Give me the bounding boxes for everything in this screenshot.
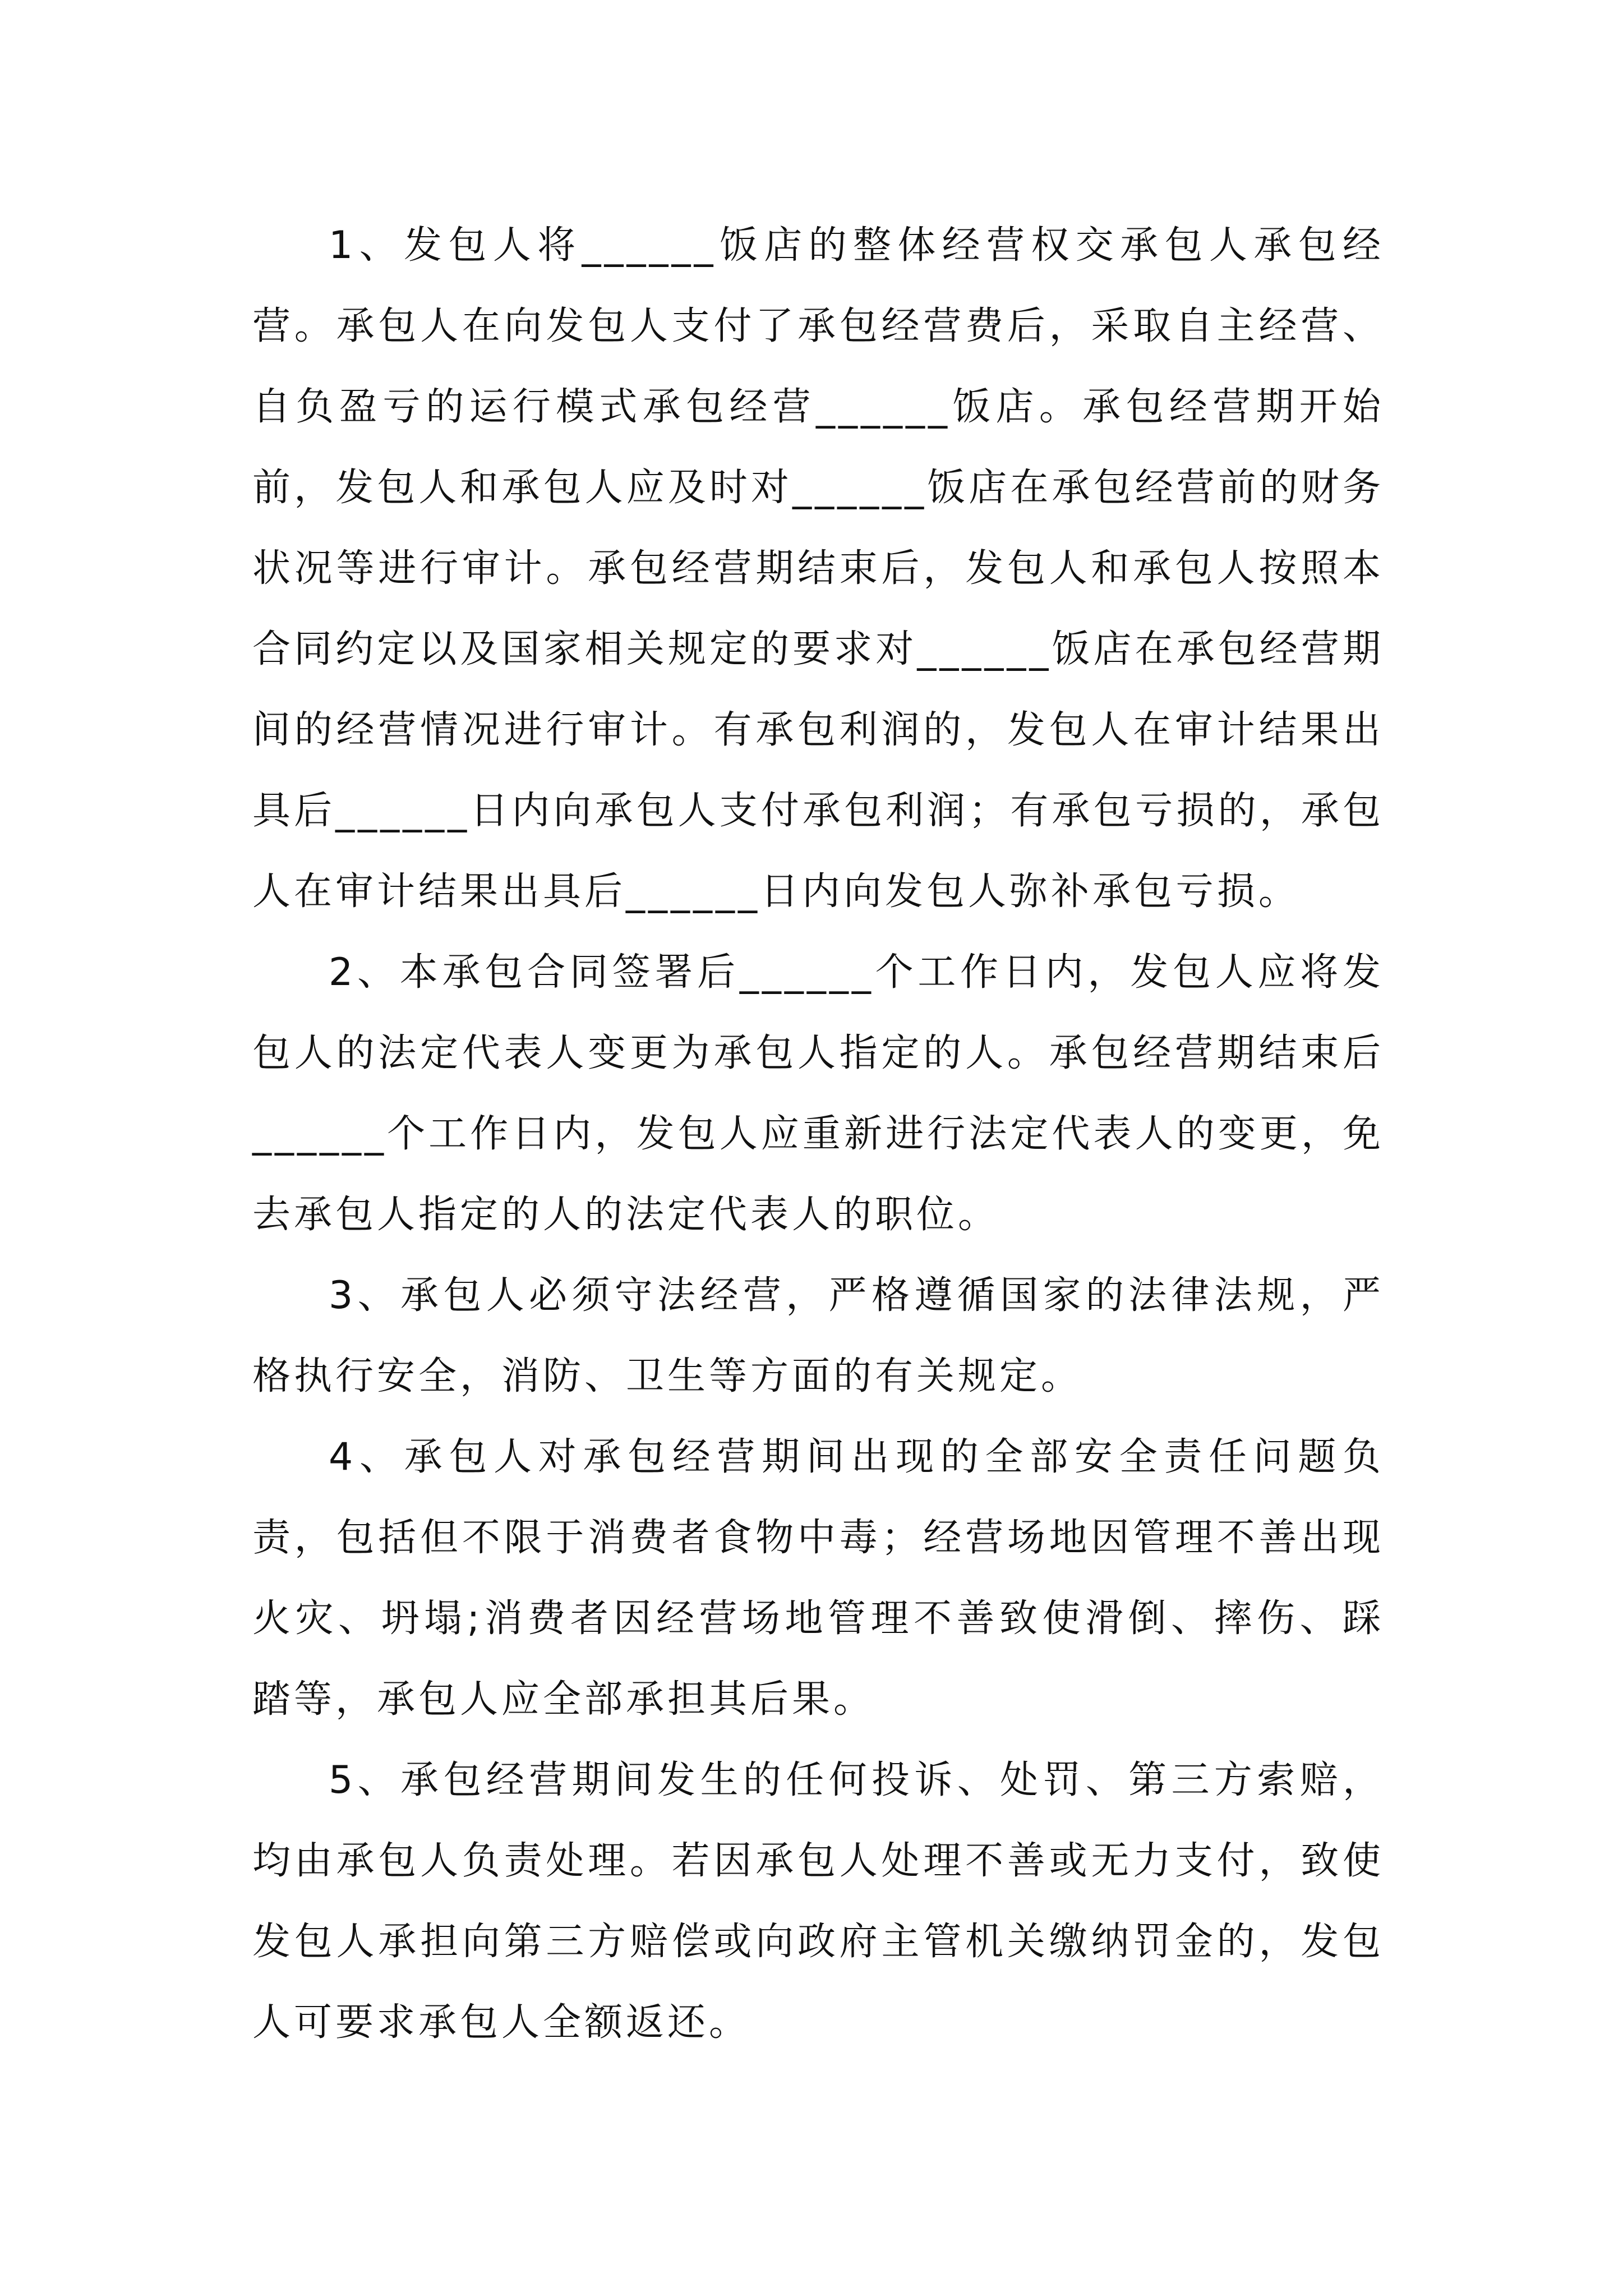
- document-body: [252, 205, 1384, 2063]
- clause-4-paragraph: 4、承包人对承包经营期间出现的全部安全责任问题负责，包括但不限于消费者食物中毒；经营场地因管理不善出现火灾、坍塌;消费者因经营场地管理不善致使滑倒、摔伤、踩踏等，承包人应全部承担其后果。: [252, 1435, 1384, 1722]
- clause-5-paragraph: 5、承包经营期间发生的任何投诉、处罚、第三方索赔，均由承包人负责处理。若因承包人处理不善或无力支付，致使发包人承担向第三方赔偿或向政府主管机关缴纳罚金的，发包人可要求承包人全额返还。: [252, 1758, 1384, 2045]
- clause-3-paragraph: 3、承包人必须守法经营，严格遵循国家的法律法规，严格执行安全，消防、卫生等方面的有关规定。: [252, 1273, 1384, 1398]
- clause-1-paragraph: 1、发包人将______饭店的整体经营权交承包人承包经营。承包人在向发包人支付了承包经营费后，采取自主经营、自负盈亏的运行模式承包经营______饭店。承包经营期开始前，发包人和承包人应及时对______饭店在承包经营前的财务状况等进行审计。承包经营期结束后，发包人和承包人按照本合同约定以及国家相关规定的要求对______饭店在承包经营期间的经营情况进行审计。有承包利润的，发包人在审计结果出具后______日内向承包人支付承包利润；有承包亏损的，承包人在审计结果出具后______日内向发包人弥补承包亏损。: [252, 223, 1384, 914]
- clause-2-paragraph: 2、本承包合同签署后______个工作日内，发包人应将发包人的法定代表人变更为承包人指定的人。承包经营期结束后______个工作日内，发包人应重新进行法定代表人的变更，免去承包人指定的人的法定代表人的职位。: [252, 950, 1384, 1237]
